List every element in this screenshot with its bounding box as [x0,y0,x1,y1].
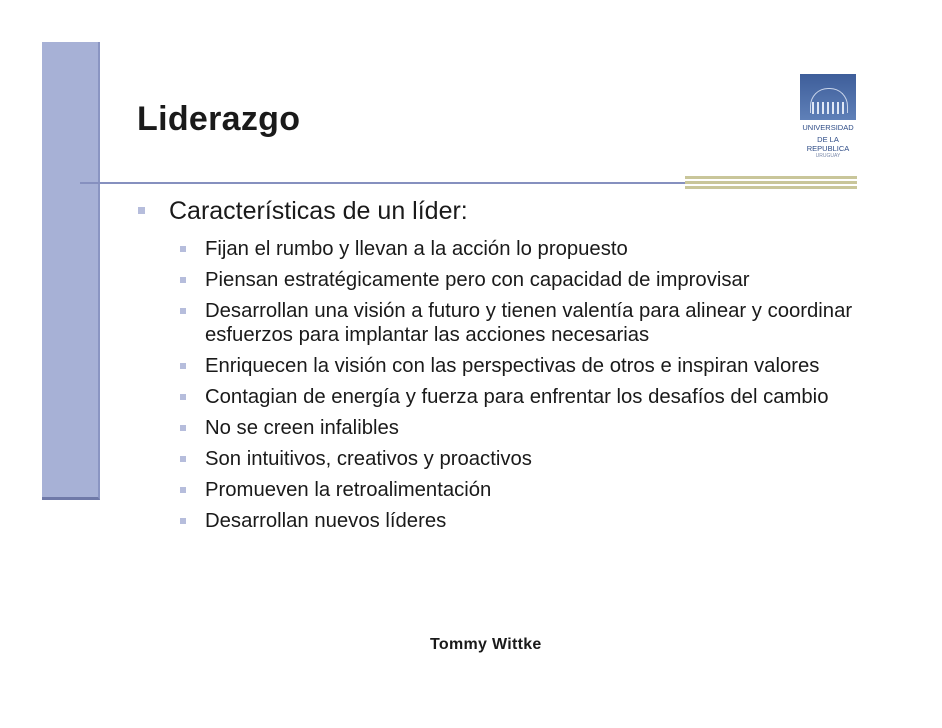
level1-text: Características de un líder: [169,197,468,225]
square-bullet-icon [180,456,186,462]
list-item [180,510,858,534]
list-item [180,300,858,347]
square-bullet-icon [180,277,186,283]
list-item [180,479,858,503]
sidebar-decoration [42,42,100,500]
list-item [180,386,858,410]
square-bullet-icon [138,207,145,214]
list-item-text: Desarrollan una visión a futuro y tienen valentía para alinear y coordinar esfuerzos para implantar las acciones necesarias [205,300,853,346]
square-bullet-icon [180,363,186,369]
list-item-text: Fijan el rumbo y llevan a la acción lo propuesto [205,238,628,260]
logo-line-2: DE LA REPUBLICA [806,135,850,153]
divider-accent [685,176,857,190]
list-item-text: Son intuitivos, creativos y proactivos [205,448,532,471]
square-bullet-icon [180,518,186,524]
logo-line-1: UNIVERSIDAD [802,123,854,132]
square-bullet-icon [180,487,186,493]
list-item-text: Enriquecen la visión con las perspectivas de otros e inspiran valores [205,354,820,377]
list-item [180,238,858,262]
square-bullet-icon [180,308,186,314]
square-bullet-icon [180,246,186,252]
slide-title: Liderazgo [137,100,301,138]
square-bullet-icon [180,425,186,431]
list-item-text: Contagian de energía y fuerza para enfrentar los desafíos del cambio [205,385,829,408]
list-item-text: No se creen infalibles [205,416,399,439]
list-item [180,448,858,472]
list-item [180,269,858,293]
square-bullet-icon [180,394,186,400]
list-item-text: Piensan estratégicamente pero con capacidad de improvisar [205,269,750,292]
logo-line-3: URUGUAY [815,153,841,159]
building-emblem-icon [800,74,856,120]
bullet-list [180,238,858,534]
list-item [180,355,858,379]
footer-author: Tommy Wittke [430,636,542,653]
list-item [180,417,858,441]
list-item-text: Desarrollan nuevos líderes [205,510,447,533]
university-logo [800,74,856,164]
list-item-text: Promueven la retroalimentación [205,479,492,502]
title-divider [80,182,685,184]
level1-item [138,196,858,226]
slide-body [138,196,858,541]
